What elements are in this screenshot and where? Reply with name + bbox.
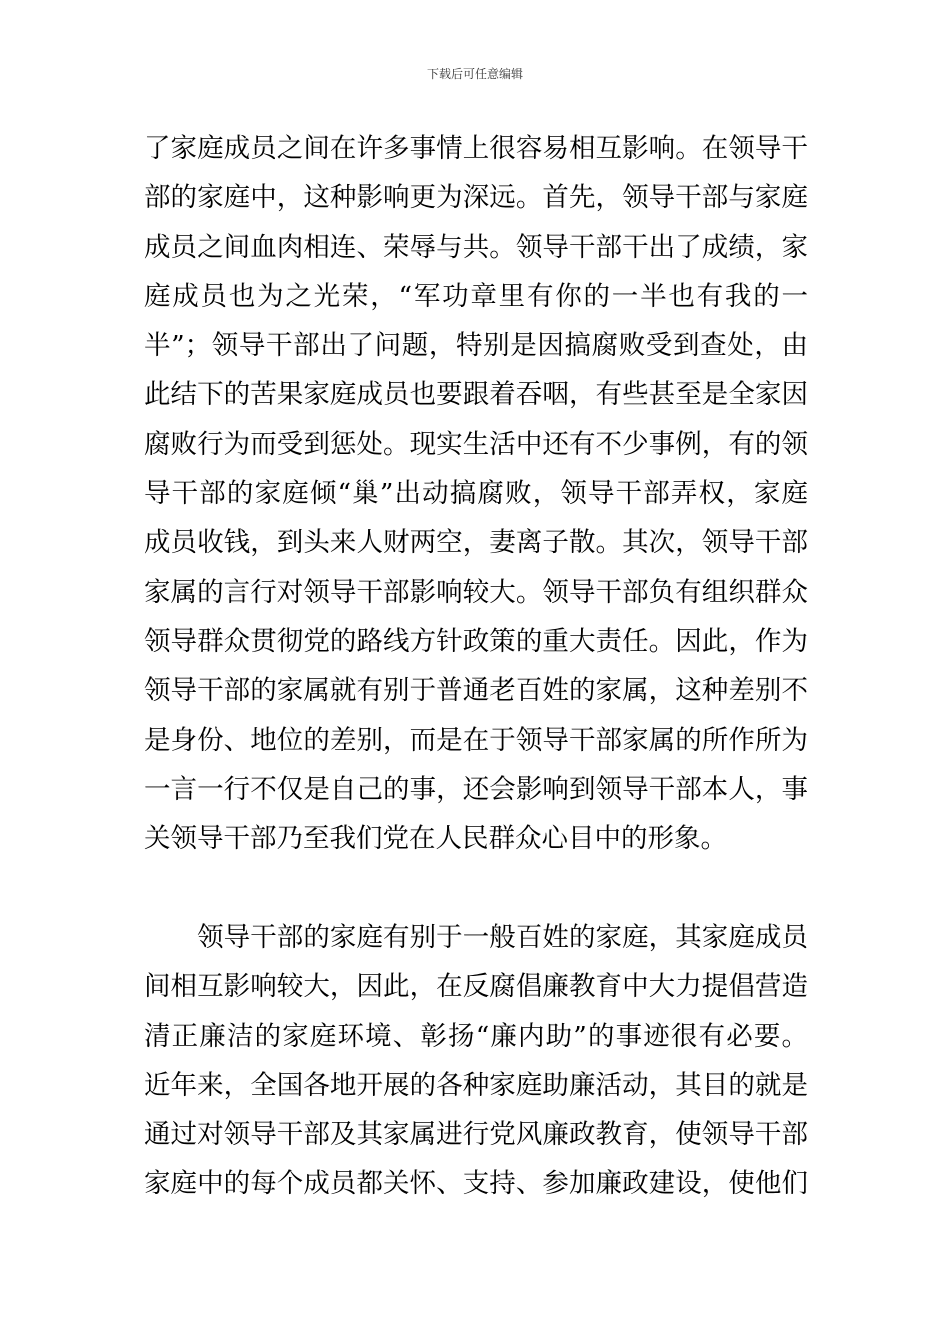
text-line: 近年来，全国各地开展的各种家庭助廉活动，其目的就是 — [144, 1069, 808, 1101]
text-line: 家庭中的每个成员都关怀、支持、参加廉政建设，使他们 — [144, 1168, 808, 1200]
text-line: 间相互影响较大，因此，在反腐倡廉教育中大力提倡营造 — [144, 971, 808, 1003]
text-line: 部的家庭中，这种影响更为深远。首先，领导干部与家庭 — [144, 182, 808, 214]
text-line: 领导群众贯彻党的路线方针政策的重大责任。因此，作为 — [144, 625, 808, 657]
text-line: 成员收钱，到头来人财两空，妻离子散。其次，领导干部 — [144, 527, 808, 559]
text-line: 是身份、地位的差别，而是在于领导干部家属的所作所为 — [144, 724, 808, 756]
text-line: 腐败行为而受到惩处。现实生活中还有不少事例，有的领 — [144, 428, 808, 460]
text-line: 了家庭成员之间在许多事情上很容易相互影响。在领导干 — [144, 133, 808, 164]
text-line: 关领导干部乃至我们党在人民群众心目中的形象。 — [144, 823, 727, 855]
page-header: 下载后可任意编辑 — [426, 67, 523, 81]
text-line: 一言一行不仅是自己的事，还会影响到领导干部本人，事 — [144, 773, 808, 805]
text-line: 家属的言行对领导干部影响较大。领导干部负有组织群众 — [144, 576, 808, 608]
paragraph-1 — [144, 124, 808, 863]
text-line: 通过对领导干部及其家属进行党风廉政教育，使领导干部 — [144, 1119, 808, 1151]
text-line: 领导干部的家庭有别于一般百姓的家庭，其家庭成员 — [144, 922, 808, 953]
text-line: 此结下的苦果家庭成员也要跟着吞咽，有些甚至是全家因 — [144, 379, 808, 411]
text-line: 领导干部的家属就有别于普通老百姓的家属，这种差别不 — [144, 675, 808, 707]
text-line: 清正廉洁的家庭环境、彰扬“廉内助”的事迹很有必要。 — [144, 1020, 808, 1052]
text-line: 导干部的家庭倾“巢”出动搞腐败，领导干部弄权，家庭 — [144, 478, 808, 510]
text-line: 成员之间血肉相连、荣辱与共。领导干部干出了成绩，家 — [144, 231, 808, 263]
text-line: 庭成员也为之光荣，“军功章里有你的一半也有我的一 — [144, 280, 808, 312]
paragraph-2 — [144, 913, 808, 1209]
text-line: 半”；领导干部出了问题，特别是因搞腐败受到查处，由 — [144, 330, 808, 362]
